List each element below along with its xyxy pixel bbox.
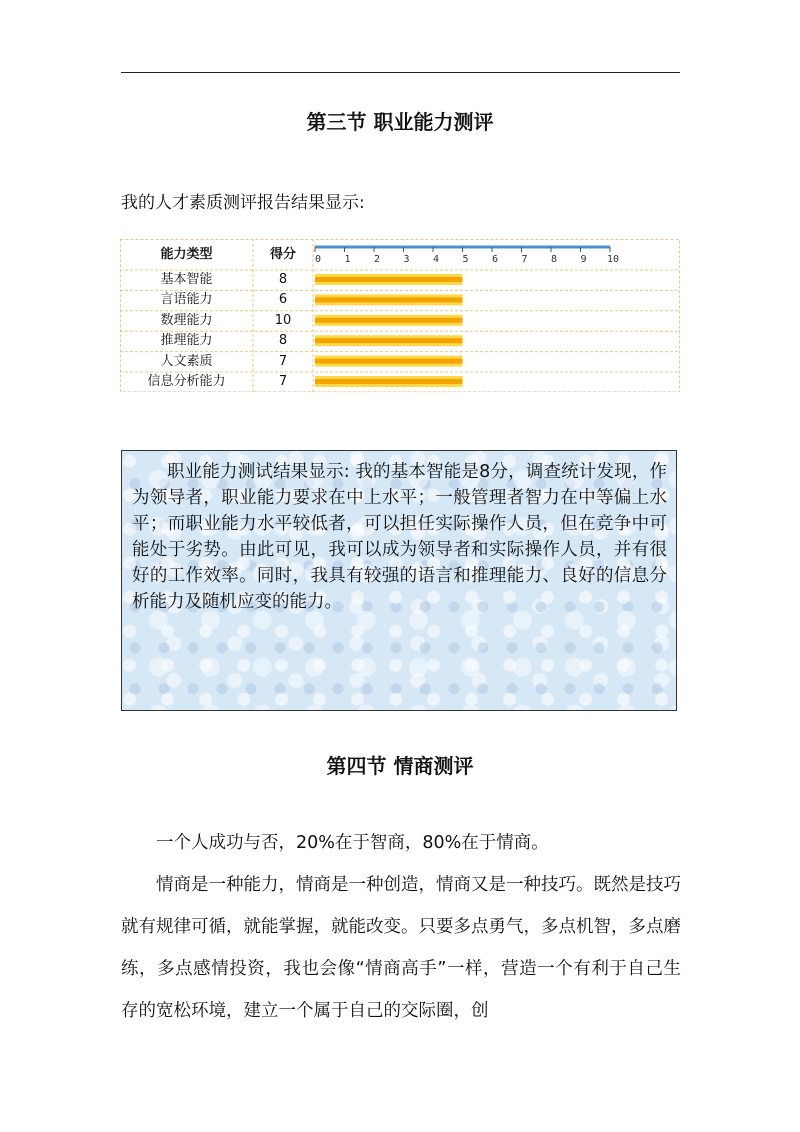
x-tick-label: 8 xyxy=(550,254,558,265)
result-text: 职业能力测试结果显示: 我的基本智能是8分，调查统计发现，作为领导者，职业能力要求在中上水平；一般管理者智力在中等偏上水平；而职业能力水平较低者，可以担任实际操作人员，但在竞争中可能处于劣势。由此可见，我可以成为领导者和实际操作人员，并有很好的工作效率。同时，我具有较强的语言和推理能力、良好的信息分析能力及随机应变的能力。 xyxy=(132,462,667,612)
ability-type-cell: 人文素质 xyxy=(160,353,213,369)
x-tick-label: 2 xyxy=(373,254,381,265)
score-cell: 8 xyxy=(278,333,288,349)
x-tick-label: 10 xyxy=(606,254,620,265)
score-bar-core xyxy=(315,359,463,364)
x-tick-label: 1 xyxy=(344,254,351,265)
top-rule xyxy=(121,72,680,73)
score-bar-core xyxy=(315,379,463,384)
x-tick-label: 6 xyxy=(491,254,499,265)
score-cell: 7 xyxy=(278,374,288,389)
header-type: 能力类型 xyxy=(160,247,213,262)
score-cell: 8 xyxy=(278,272,288,287)
score-cell: 6 xyxy=(278,292,288,308)
x-tick-label: 9 xyxy=(580,254,587,265)
x-tick-label: 7 xyxy=(521,254,528,265)
x-tick-label: 3 xyxy=(403,254,410,265)
result-box xyxy=(121,450,677,711)
x-tick-label: 0 xyxy=(314,254,322,265)
score-bar-core xyxy=(315,318,463,323)
score-table xyxy=(120,239,680,392)
section3-title: 第三节 职业能力测评 xyxy=(306,110,494,134)
score-cell: 10 xyxy=(274,312,292,328)
ability-type-cell: 言语能力 xyxy=(160,292,213,308)
intro-text: 我的人才素质测评报告结果显示: xyxy=(121,193,365,213)
para-intro: 一个人成功与否，20%在于智商，80%在于情商。 xyxy=(156,833,549,853)
ability-type-cell: 推理能力 xyxy=(160,333,213,349)
ability-type-cell: 信息分析能力 xyxy=(147,374,226,389)
x-tick-label: 5 xyxy=(462,254,469,265)
x-tick-label: 4 xyxy=(432,254,440,265)
header-score: 得分 xyxy=(269,247,296,262)
score-bar-core xyxy=(315,297,463,302)
ability-type-cell: 数理能力 xyxy=(160,312,213,328)
section4-title: 第四节 情商测评 xyxy=(326,754,474,778)
ability-type-cell: 基本智能 xyxy=(160,272,213,287)
score-bar-core xyxy=(315,338,463,343)
para-body: 情商是一种能力，情商是一种创造，情商又是一种技巧。既然是技巧就有规律可循，就能掌握，就能改变。只要多点勇气，多点机智，多点磨练，多点感情投资，我也会像“情商高手”一样，营造一个有利于自己生存的宽松环境，建立一个属于自己的交际圈，创 xyxy=(121,875,681,1021)
score-cell: 7 xyxy=(278,353,288,369)
score-bar-core xyxy=(315,277,463,282)
